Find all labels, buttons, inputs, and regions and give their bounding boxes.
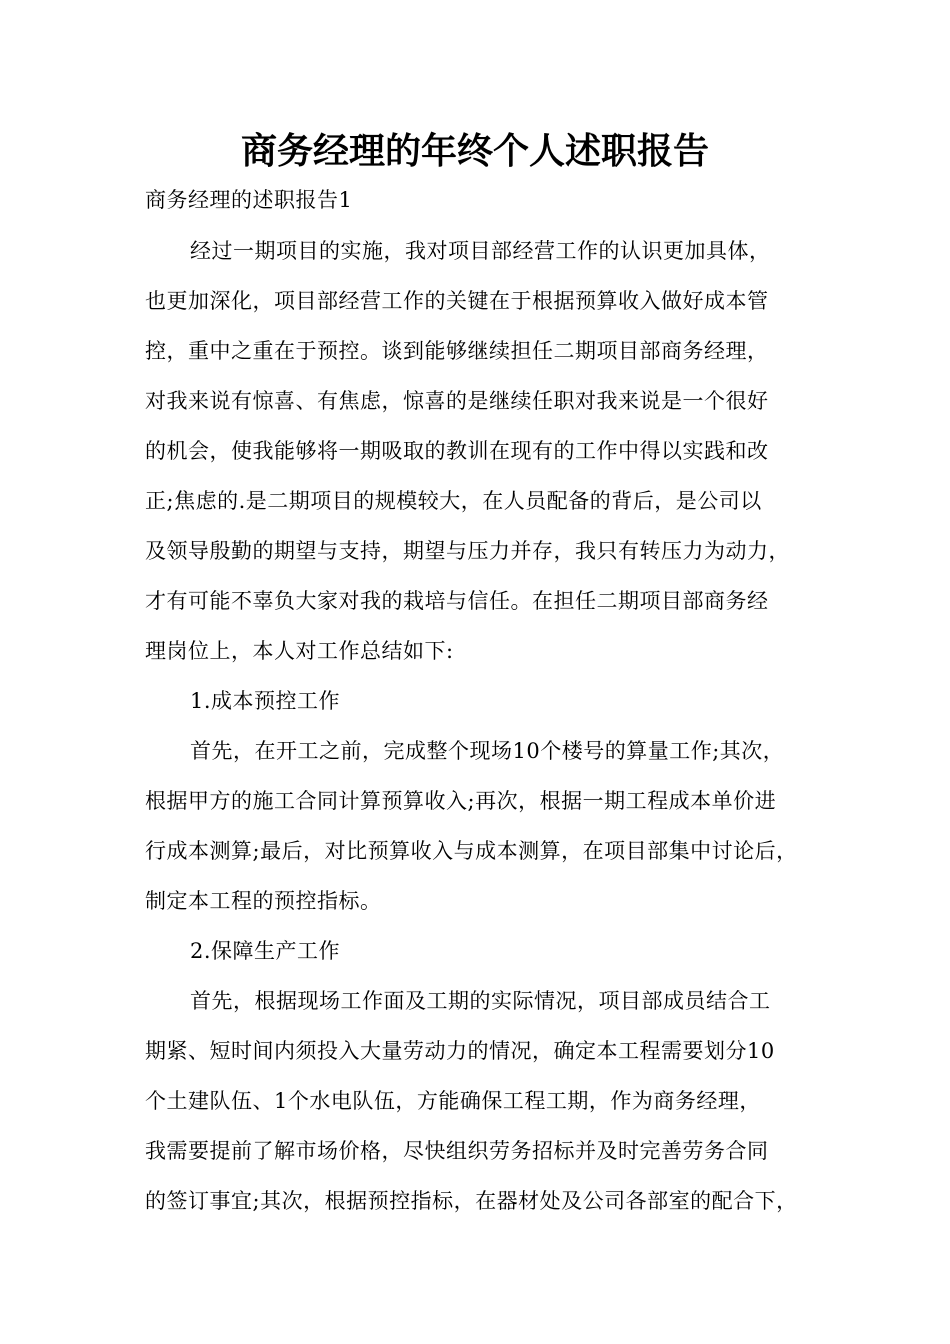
document-title: 商务经理的年终个人述职报告 (240, 131, 709, 172)
paragraph-line: 正;焦虑的.是二期项目的规模较大，在人员配备的背后，是公司以 (145, 489, 762, 513)
paragraph-line: 理岗位上，本人对工作总结如下: (145, 639, 454, 663)
subsection-heading: 1.成本预控工作 (190, 689, 341, 713)
paragraph-line: 的机会，使我能够将一期吸取的教训在现有的工作中得以实践和改 (145, 439, 769, 463)
paragraph-line: 的签订事宜;其次，根据预控指标，在器材处及公司各部室的配合下， (145, 1189, 798, 1213)
subsection-heading: 2.保障生产工作 (190, 939, 341, 963)
paragraph-line: 个土建队伍、1个水电队伍，方能确保工程工期，作为商务经理， (145, 1089, 761, 1113)
paragraph-line: 根据甲方的施工合同计算预算收入;再次，根据一期工程成本单价进 (145, 789, 777, 813)
paragraph-line: 经过一期项目的实施，我对项目部经营工作的认识更加具体， (190, 239, 771, 263)
paragraph-line: 首先，根据现场工作面及工期的实际情况，项目部成员结合工 (190, 989, 771, 1013)
paragraph-line: 对我来说有惊喜、有焦虑，惊喜的是继续任职对我来说是一个很好 (145, 389, 769, 413)
paragraph-line: 制定本工程的预控指标。 (145, 889, 382, 913)
section-heading: 商务经理的述职报告1 (145, 188, 353, 212)
paragraph-line: 期紧、短时间内须投入大量劳动力的情况，确定本工程需要划分10 (145, 1039, 775, 1063)
paragraph-line: 控，重中之重在于预控。谈到能够继续担任二期项目部商务经理， (145, 339, 769, 363)
paragraph-line: 才有可能不辜负大家对我的栽培与信任。在担任二期项目部商务经 (145, 589, 769, 613)
paragraph-line: 也更加深化，项目部经营工作的关键在于根据预算收入做好成本管 (145, 289, 769, 313)
paragraph-line: 行成本测算;最后，对比预算收入与成本测算，在项目部集中讨论后， (145, 839, 798, 863)
paragraph-line: 及领导殷勤的期望与支持，期望与压力并存，我只有转压力为动力， (145, 539, 790, 563)
paragraph-line: 我需要提前了解市场价格，尽快组织劳务招标并及时完善劳务合同 (145, 1139, 769, 1163)
paragraph-line: 首先，在开工之前，完成整个现场10个楼号的算量工作;其次， (190, 739, 785, 763)
